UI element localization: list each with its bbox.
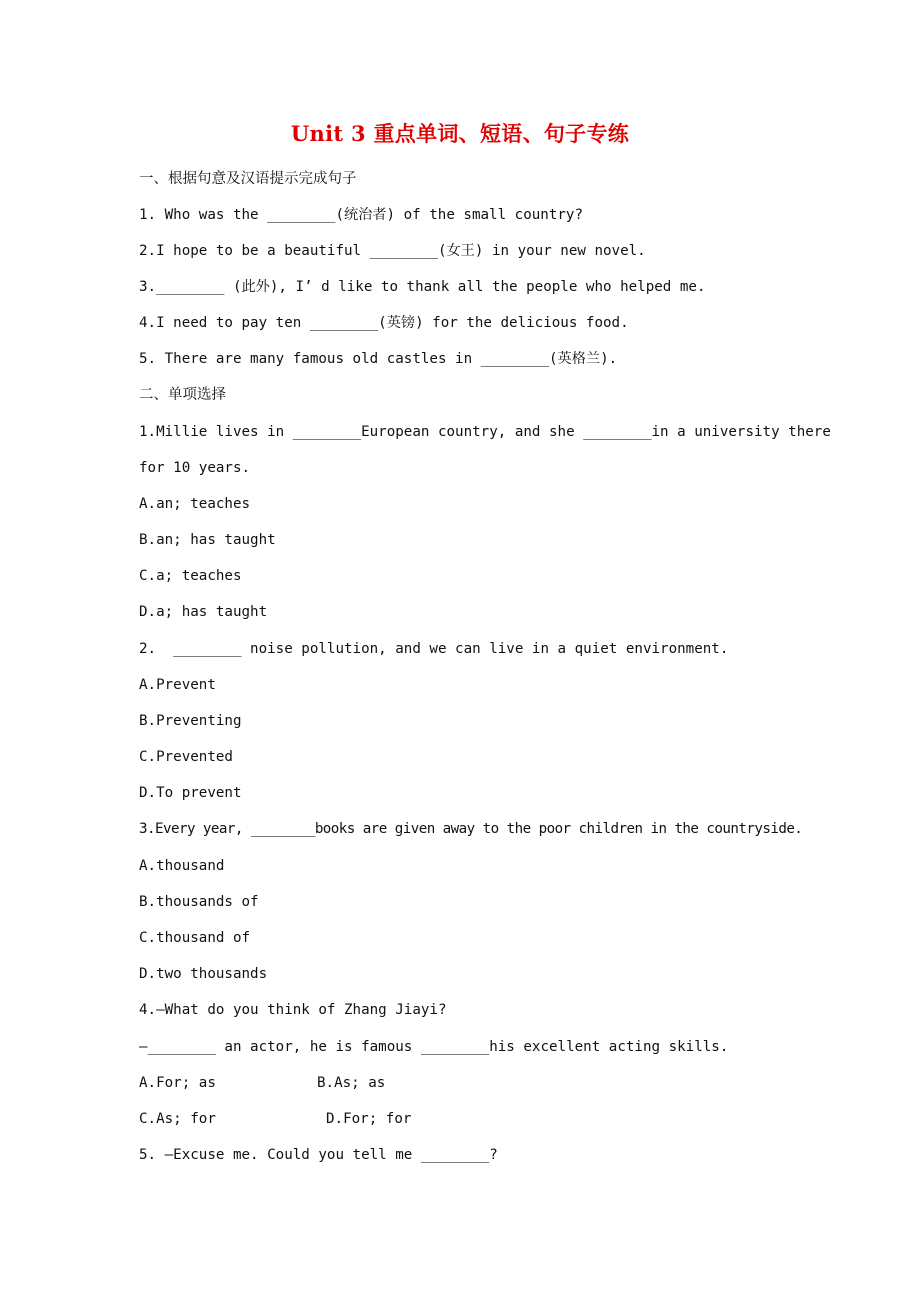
question-2-stem: 2. ________ noise pollution, and we can live in a quiet environment. <box>139 641 729 657</box>
fill-in-item-5: 5. There are many famous old castles in ________(英格兰). <box>139 351 618 367</box>
question-1-option-a: A.an; teaches <box>139 496 251 512</box>
question-3-option-a: A.thousand <box>139 858 225 874</box>
question-1-option-b: B.an; has taught <box>139 532 276 548</box>
question-2-option-d: D.To prevent <box>139 785 242 801</box>
question-4-stem-line-2: —________ an actor, he is famous ________his excellent acting skills. <box>139 1039 729 1055</box>
fill-in-item-4: 4.I need to pay ten ________(英镑) for the delicious food. <box>139 315 629 331</box>
question-4-stem-line-1: 4.—What do you think of Zhang Jiayi? <box>139 1002 447 1018</box>
question-2-option-b: B.Preventing <box>139 713 242 729</box>
section-heading-multiple-choice: 二、单项选择 <box>139 387 226 403</box>
fill-in-item-3: 3.________ (此外), I’ d like to thank all the people who helped me. <box>139 279 706 295</box>
question-2-option-a: A.Prevent <box>139 677 216 693</box>
question-1-option-c: C.a; teaches <box>139 568 242 584</box>
question-4-option-d: D.For; for <box>326 1111 412 1127</box>
question-5-stem: 5. —Excuse me. Could you tell me ________? <box>139 1147 498 1163</box>
page-title: Unit 3 重点单词、短语、句子专练 <box>290 121 630 146</box>
question-3-option-c: C.thousand of <box>139 930 251 946</box>
question-4-option-b: B.As; as <box>317 1075 386 1091</box>
question-3-option-b: B.thousands of <box>139 894 259 910</box>
section-heading-fill-in: 一、根据句意及汉语提示完成句子 <box>139 171 357 187</box>
question-1-option-d: D.a; has taught <box>139 604 268 620</box>
question-4-option-c: C.As; for <box>139 1111 216 1127</box>
question-1-stem-line-2: for 10 years. <box>139 460 251 476</box>
question-2-option-c: C.Prevented <box>139 749 233 765</box>
fill-in-item-2: 2.I hope to be a beautiful ________(女王) in your new novel. <box>139 243 646 259</box>
question-1-stem-line-1: 1.Millie lives in ________European country, and she ________in a university there <box>139 424 831 440</box>
question-3-option-d: D.two thousands <box>139 966 268 982</box>
question-3-stem: 3.Every year, ________books are given away to the poor children in the countryside. <box>139 821 803 837</box>
question-4-option-a: A.For; as <box>139 1075 216 1091</box>
fill-in-item-1: 1. Who was the ________(统治者) of the small country? <box>139 207 584 223</box>
